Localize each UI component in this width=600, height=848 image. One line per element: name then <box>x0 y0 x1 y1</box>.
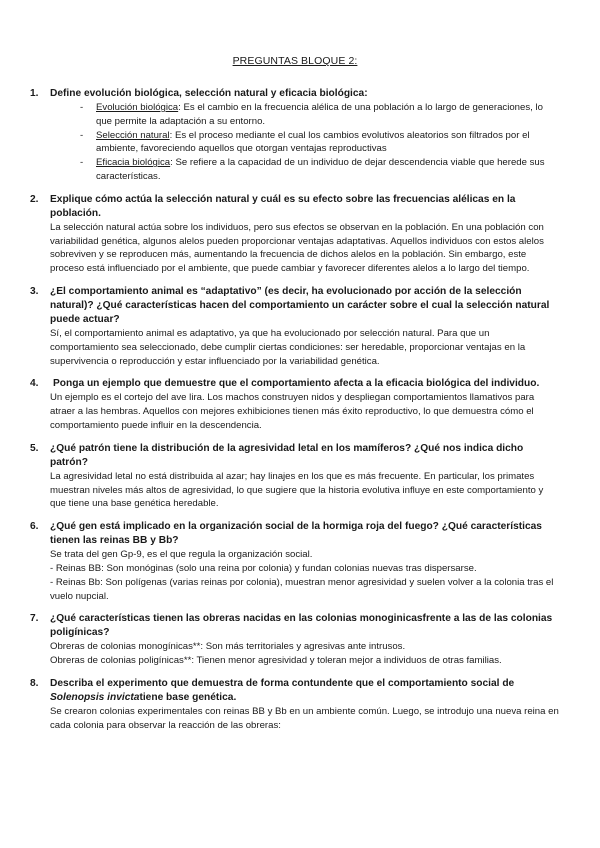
question-5 <box>30 442 560 511</box>
question-1 <box>30 87 560 184</box>
answer-text: Un ejemplo es el cortejo del ave lira. Los machos construyen nidos y despliegan comportamientos llamativos para atraer a las hembras. Aquellos con mejores exhibiciones tienen más éxito reproductivo, lo que demuestra cómo el comportamiento puede influir en la descendencia. <box>50 392 535 431</box>
answer-text: La agresividad letal no está distribuida al azar; hay linajes en los que es más frecuente. En particular, los primates muestran niveles más altos de agresividad, lo que sugiere que la historia evolutiva influye en este comportamiento y que tiene una base genética heredable. <box>50 470 544 510</box>
question-4 <box>30 377 560 432</box>
question-number: 1. <box>30 88 39 99</box>
term: Selección natural <box>96 129 170 141</box>
definition-text: : Se refiere a la capacidad de un individuo de dejar descendencia viable que herede sus características. <box>96 157 545 182</box>
question-heading: ¿Qué patrón tiene la distribución de la agresividad letal en los mamíferos? ¿Qué nos indica dicho patrón? <box>50 442 524 468</box>
question-number: 5. <box>30 442 39 454</box>
page-title: PREGUNTAS BLOQUE 2: <box>232 55 358 67</box>
question-heading: Explique cómo actúa la selección natural y cuál es su efecto sobre las frecuencias alélicas en la población. <box>50 193 516 219</box>
question-2 <box>30 193 560 276</box>
question-heading: ¿Qué gen está implicado en la organización social de la hormiga roja del fuego? ¿Qué características tienen las reinas BB y Bb? <box>50 521 542 547</box>
dash-bullet: - <box>80 129 84 141</box>
species-name: Solenopsis invicta <box>50 691 140 703</box>
question-3 <box>30 285 560 368</box>
term: Evolución biológica <box>96 102 179 113</box>
question-number: 2. <box>30 193 39 205</box>
answer-text: Sí, el comportamiento animal es adaptativo, ya que ha evolucionado por selección natural. Para que un comportamiento sea seleccionado, debe cumplir ciertas condiciones: ser heredable, proporcionar ventajas en la supervivencia o reproducción y estar influenciado por la variabilidad genética. <box>50 327 526 367</box>
list-item <box>80 156 560 184</box>
dash-bullet: - <box>80 102 84 113</box>
question-heading <box>50 677 560 705</box>
definition-list <box>50 101 560 184</box>
answer-text: Se crearon colonias experimentales con reinas BB y Bb en un ambiente común. Luego, se introdujo una nueva reina en cada colonia para observar la reacción de las obreras: <box>50 705 559 731</box>
answer-text <box>50 640 560 668</box>
question-number: 6. <box>30 521 39 533</box>
definition-text: : Es el cambio en la frecuencia alélica de una población a lo largo de generaciones, lo que permite la adaptación a su entorno. <box>96 102 543 127</box>
question-heading <box>50 377 560 391</box>
answer-line: Obreras de colonias monogínicas**: Son más territoriales y agresivas ante intrusos. <box>50 641 406 653</box>
definition-text: : Es el proceso mediante el cual los cambios evolutivos aleatorios son filtrados por el ambiente, favoreciendo aquellos que otorgan ventajas reproductivas <box>96 129 530 155</box>
list-item <box>80 129 560 157</box>
question-number: 8. <box>30 677 39 689</box>
answer-line: - Reinas BB: Son monóginas (solo una reina por colonia) y fundan colonias nuevas tras dispersarse. <box>50 562 477 574</box>
question-6 <box>30 520 560 603</box>
heading-text: Ponga un ejemplo que demuestre que el comportamiento afecta a la eficacia biológica del individuo. <box>53 378 540 390</box>
dash-bullet: - <box>80 157 84 169</box>
list-item <box>80 101 560 129</box>
question-number: 3. <box>30 285 39 297</box>
term: Eficacia biológica <box>96 157 171 169</box>
answer-text <box>50 548 560 603</box>
answer-line: Se trata del gen Gp-9, es el que regula la organización social. <box>50 549 313 561</box>
answer-line: Obreras de colonias poligínicas**: Tienen menor agresividad y toleran mejor a individuos de otras familias. <box>50 655 502 667</box>
answer-text: La selección natural actúa sobre los individuos, pero sus efectos se observan en la población. En una población con variabilidad genética, algunos alelos pueden proporcionar ventajas adaptativas. Aquellos individuos con estos alelos sobreviven y se reproducen más, aumentando la frecuencia de dichos alelos en la población. Sin embargo, este proceso está influenciado por el ambiente, que puede cambiar y favorecer diferentes alelos a lo largo del tiempo. <box>50 221 544 275</box>
answer-line: - Reinas Bb: Son polígenas (varias reinas por colonia), muestran menor agresividad y suelen volver a la colonia tras el vuelo nupcial. <box>50 576 554 602</box>
heading-text: Describa el experimento que demuestra de forma contundente que el comportamiento social de <box>50 677 515 689</box>
heading-text: tiene base genética. <box>139 691 237 703</box>
question-number: 7. <box>30 613 39 625</box>
question-7 <box>30 612 560 668</box>
question-number: 4. <box>30 378 39 390</box>
question-heading: Define evolución biológica, selección natural y eficacia biológica: <box>50 88 368 99</box>
question-heading: ¿Qué características tienen las obreras nacidas en las colonias monoginicasfrente a las de las colonias poligínicas? <box>50 613 553 639</box>
question-8 <box>30 677 560 733</box>
question-heading: ¿El comportamiento animal es “adaptativo” (es decir, ha evolucionado por acción de la selección natural)? ¿Qué características hacen del comportamiento un carácter sobre el cual la selección natural puede actuar? <box>50 285 550 325</box>
